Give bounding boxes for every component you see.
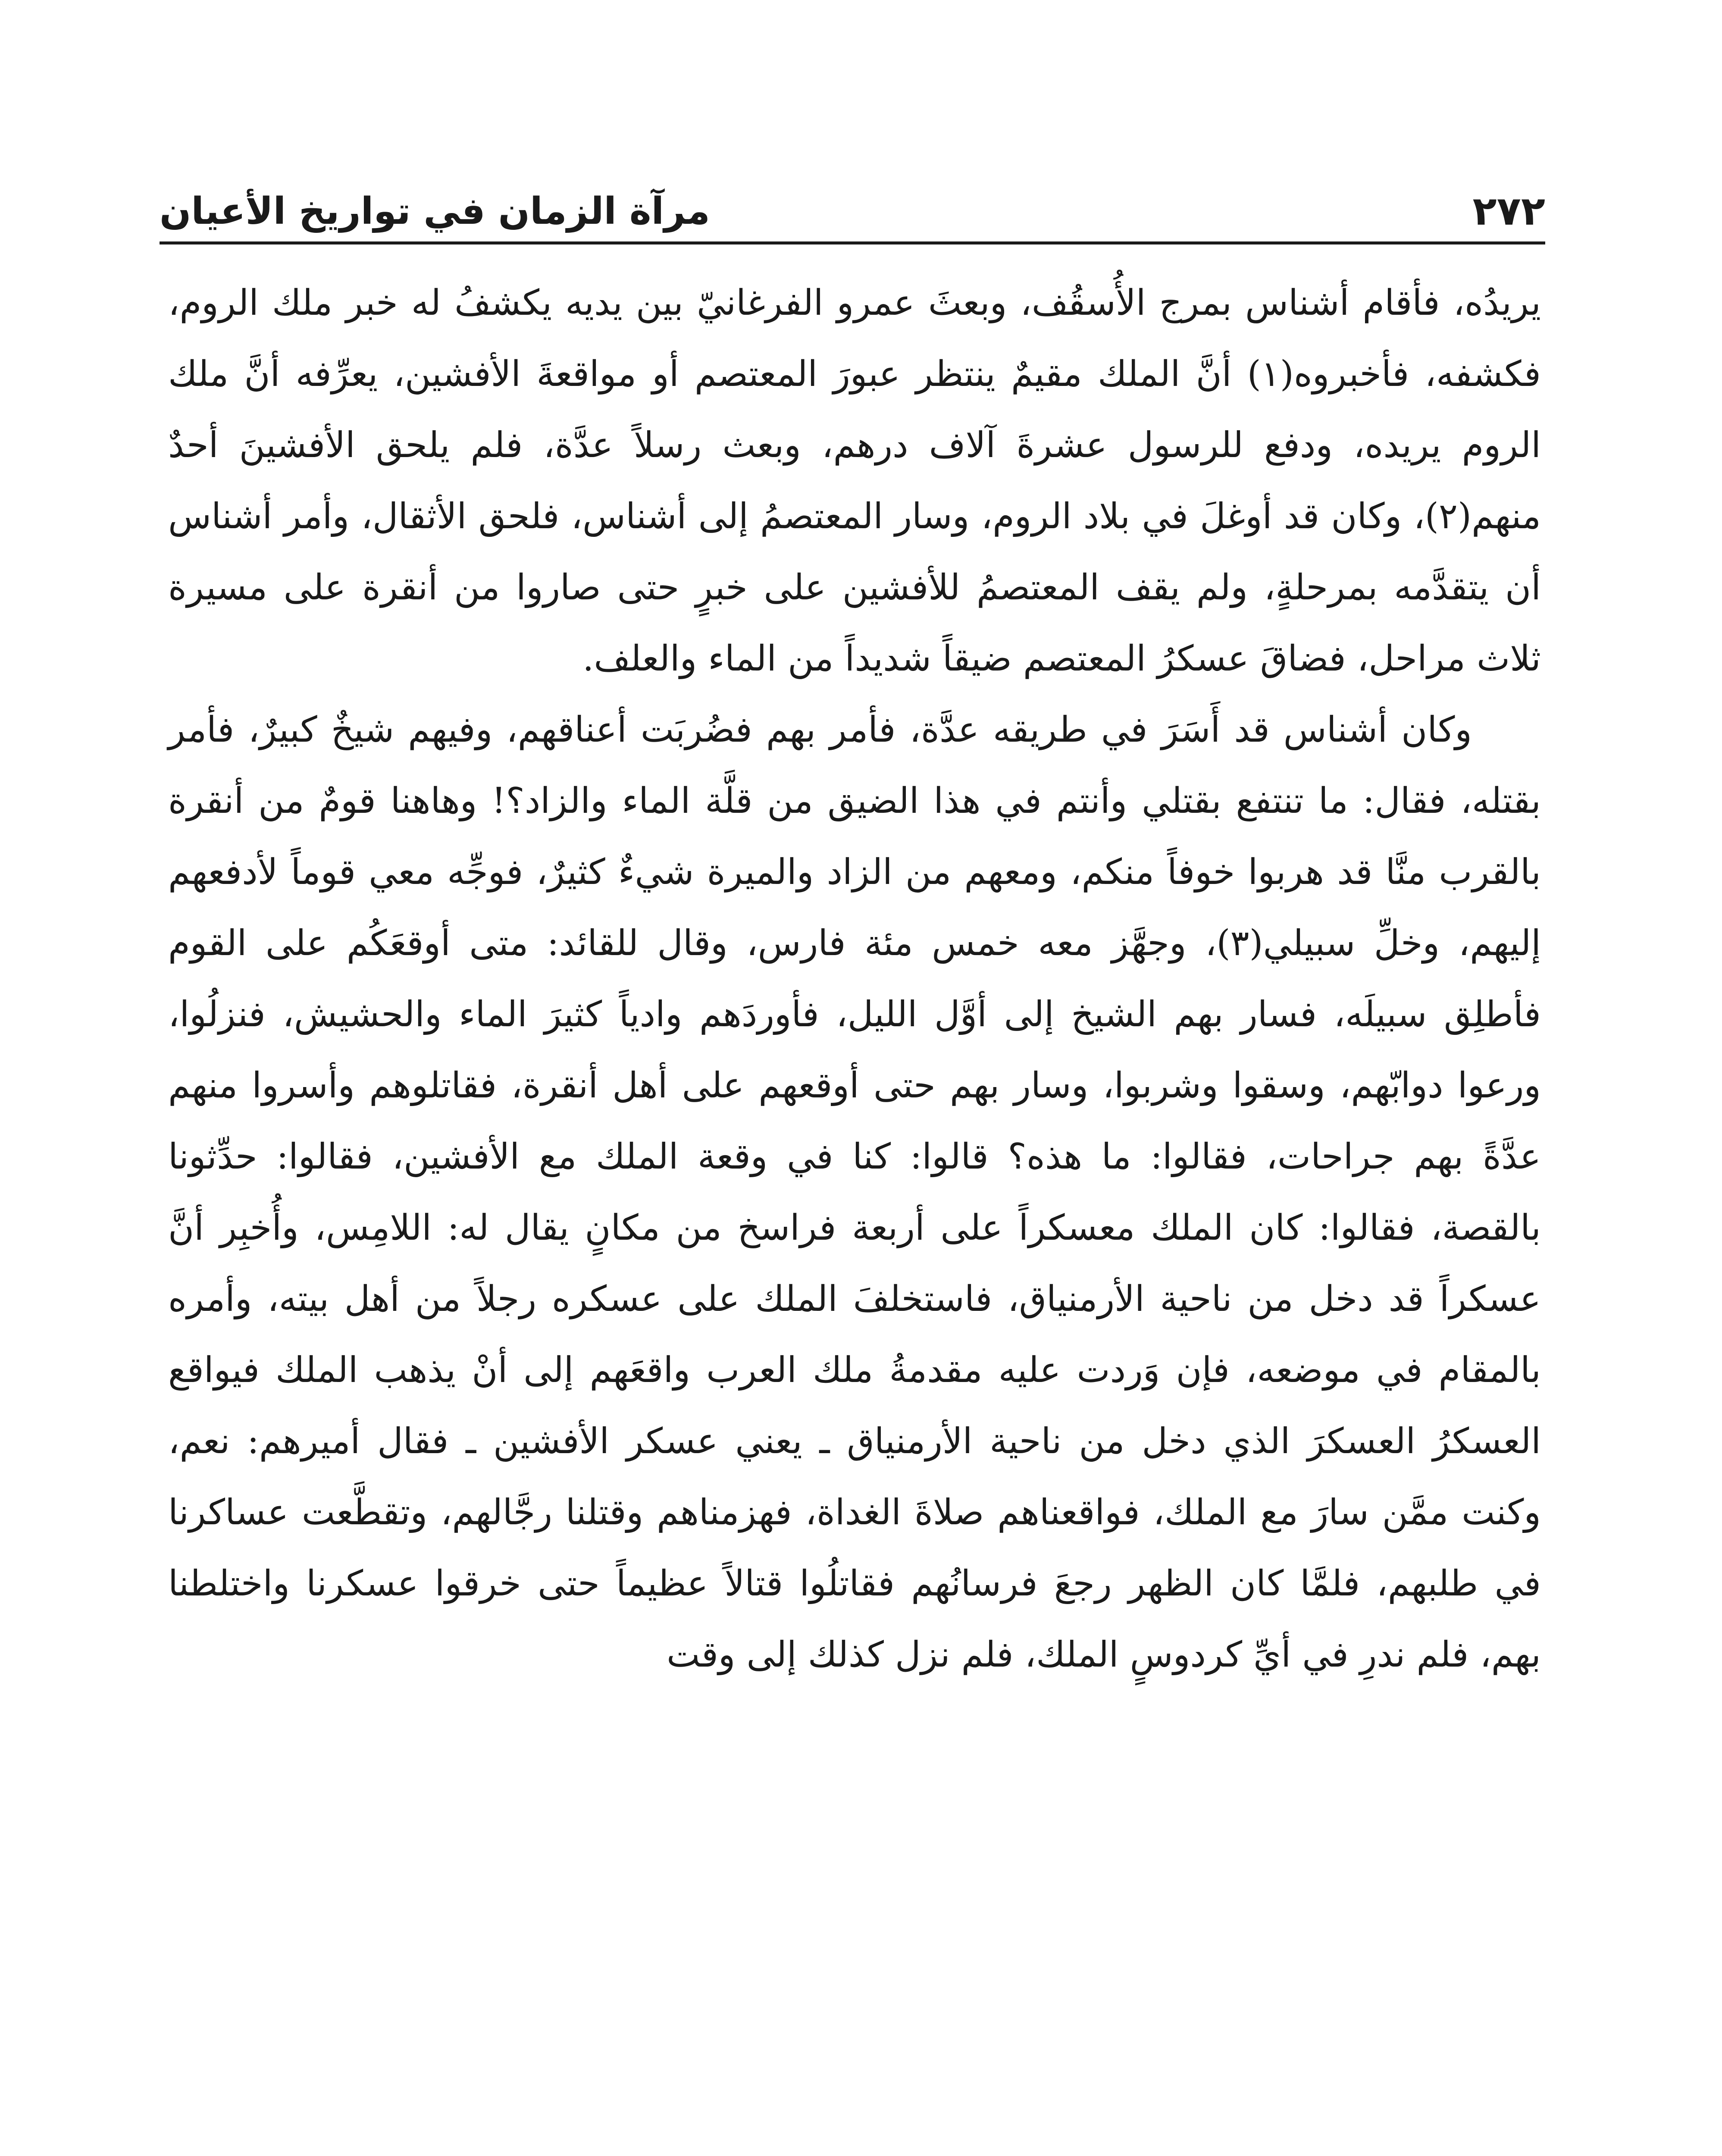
body-text — [168, 267, 1541, 1690]
page-header — [160, 181, 1545, 246]
header-rule — [160, 241, 1545, 244]
paragraph: وكان أشناس قد أَسَرَ في طريقه عدَّة، فأمر بهم فضُربَت أعناقهم، وفيهم شيخٌ كبيرٌ، فأمر بقتله، فقال: ما تنتفع بقتلي وأنتم في هذا الضيق من قلَّة الماء والزاد؟! وهاهنا قومٌ من أنقرة بالقرب منَّا قد هربوا خوفاً منكم، ومعهم من الزاد والميرة شيءٌ كثيرٌ، فوجِّه معي قوماً لأدفعهم إليهم، وخلِّ سبيلي(٣)، وجهَّز معه خمس مئة فارس، وقال للقائد: متى أوقعَكُم على القوم فأطلِق سبيلَه، فسار بهم الشيخ إلى أوَّل الليل، فأوردَهم وادياً كثيرَ الماء والحشيش، فنزلُوا، ورعوا دوابّهم، وسقوا وشربوا، وسار بهم حتى أوقعهم على أهل أنقرة، فقاتلوهم وأسروا منهم عدَّةً بهم جراحات، فقالوا: ما هذه؟ قالوا: كنا في وقعة الملك مع الأفشين، فقالوا: حدِّثونا بالقصة، فقالوا: كان الملك معسكراً على أربعة فراسخ من مكانٍ يقال له: اللامِس، وأُخبِر أنَّ عسكراً قد دخل من ناحية الأرمنياق، فاستخلفَ الملك على عسكره رجلاً من أهل بيته، وأمره بالمقام في موضعه، فإن وَردت عليه مقدمةُ ملك العرب واقعَهم إلى أنْ يذهب الملك فيواقع العسكرُ العسكرَ الذي دخل من ناحية الأرمنياق ـ يعني عسكر الأفشين ـ فقال أميرهم: نعم، وكنت ممَّن سارَ مع الملك، فواقعناهم صلاةَ الغداة، فهزمناهم وقتلنا رجَّالهم، وتقطَّعت عساكرنا في طلبهم، فلمَّا كان الظهر رجعَ فرسانُهم فقاتلُوا قتالاً عظيماً حتى خرقوا عسكرنا واختلطنا بهم، فلم ندرِ في أيِّ كردوسٍ الملك، فلم نزل كذلك إلى وقت — [168, 709, 1541, 1675]
running-title: مرآة الزمان في تواريخ الأعيان — [160, 190, 710, 233]
paragraph: يريدُه، فأقام أشناس بمرج الأُسقُف، وبعثَ عمرو الفرغانيّ بين يديه يكشفُ له خبر ملك الروم، فكشفه، فأخبروه(١) أنَّ الملك مقيمٌ ينتظر عبورَ المعتصم أو مواقعةَ الأفشين، يعرِّفه أنَّ ملك الروم يريده، ودفع للرسول عشرةَ آلاف درهم، وبعث رسلاً عدَّة، فلم يلحق الأفشينَ أحدٌ منهم(٢)، وكان قد أوغلَ في بلاد الروم، وسار المعتصمُ إلى أشناس، فلحق الأثقال، وأمر أشناس أن يتقدَّمه بمرحلةٍ، ولم يقف المعتصمُ للأفشين على خبرٍ حتى صاروا من أنقرة على مسيرة ثلاث مراحل، فضاقَ عسكرُ المعتصم ضيقاً شديداً من الماء والعلف. — [168, 282, 1541, 679]
page-number: ٢٧٢ — [1472, 188, 1545, 234]
